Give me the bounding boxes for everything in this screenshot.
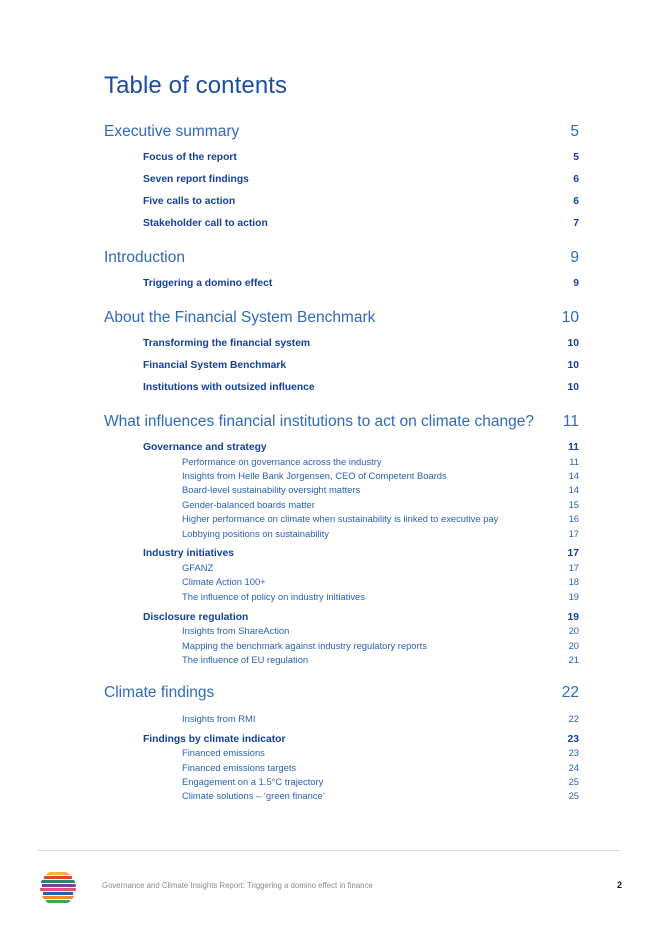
toc-item-title: Disclosure regulation [143, 611, 249, 623]
toc-subitem-page: 25 [568, 790, 579, 802]
toc-section[interactable] [104, 123, 579, 141]
toc-subitem-page: 22 [568, 712, 579, 724]
toc-subitem-page: 17 [568, 561, 579, 573]
toc-item-page: 17 [567, 548, 579, 560]
toc-item-page: 10 [567, 338, 579, 349]
toc-item-page: 23 [567, 733, 579, 745]
toc-subitem[interactable] [182, 576, 579, 587]
toc-subitem[interactable] [182, 762, 579, 773]
toc-item-title: Five calls to action [143, 196, 236, 207]
toc-subitem-title: Insights from RMI [182, 712, 256, 724]
toc-subitem[interactable] [182, 499, 579, 510]
toc-item-page: 9 [573, 278, 579, 289]
toc-subitem[interactable] [182, 456, 579, 467]
toc-subitem-page: 19 [568, 590, 579, 602]
logo-icon [40, 870, 76, 906]
toc-subitem-title: Board-level sustainability oversight matters [182, 484, 361, 496]
toc-section[interactable] [104, 309, 579, 327]
toc-item-page: 10 [567, 382, 579, 393]
toc-subitem-title: Gender-balanced boards matter [182, 498, 315, 510]
footer-text: Governance and Climate Insights Report: Triggering a domino effect in finance [102, 881, 373, 890]
toc-item-page: 5 [573, 152, 579, 163]
toc-item-title: Governance and strategy [143, 442, 267, 453]
toc-section-page: 5 [570, 123, 579, 140]
toc-subitem[interactable] [182, 713, 579, 724]
toc-item-page: 6 [573, 174, 579, 185]
toc-section-page: 9 [570, 249, 579, 266]
toc-section-title: Executive summary [104, 123, 240, 140]
toc-item[interactable] [143, 152, 579, 163]
toc-item-title: Financial System Benchmark [143, 360, 287, 371]
toc-item-title: Transforming the financial system [143, 338, 311, 349]
toc-item-page: 19 [567, 611, 579, 623]
toc-subitem[interactable] [182, 470, 579, 481]
toc-item-title: Focus of the report [143, 152, 237, 163]
toc-item[interactable] [143, 360, 579, 371]
toc-item[interactable] [143, 174, 579, 185]
toc-subitem-page: 25 [568, 776, 579, 787]
toc-section[interactable] [104, 413, 579, 431]
toc-subitem[interactable] [182, 562, 579, 573]
toc-item-title: Findings by climate indicator [143, 733, 286, 745]
toc-subitem-page: 14 [568, 469, 579, 481]
toc-subitem[interactable] [182, 776, 579, 787]
toc-section-page: 22 [561, 683, 579, 701]
toc-section-page: 10 [561, 309, 579, 326]
toc-subitem-title: Engagement on a 1.5°C trajectory [182, 776, 324, 787]
toc-subitem-page: 20 [568, 639, 579, 651]
toc-subitem-title: The influence of EU regulation [182, 653, 309, 665]
toc-subitem-page: 21 [568, 653, 579, 665]
footer-divider [38, 850, 620, 851]
toc-item-title: Industry initiatives [143, 548, 234, 560]
toc-subitem[interactable] [182, 591, 579, 602]
toc-subitem-title: GFANZ [182, 561, 214, 573]
toc-subitem-page: 14 [568, 484, 579, 496]
page-title: Table of contents [104, 72, 288, 100]
toc-subitem-title: Performance on governance across the industry [182, 455, 382, 467]
toc-subitem-page: 17 [568, 527, 579, 539]
toc-item[interactable] [143, 734, 579, 745]
toc-subitem-title: Financed emissions [182, 747, 265, 759]
toc-subitem-title: Insights from Helle Bank Jorgensen, CEO of Competent Boards [182, 469, 447, 481]
toc-subitem[interactable] [182, 790, 579, 801]
toc-subitem-page: 24 [568, 761, 579, 773]
toc-section-title: About the Financial System Benchmark [104, 309, 376, 326]
toc-subitem-page: 15 [568, 498, 579, 510]
toc-item[interactable] [143, 548, 579, 559]
toc-item-page: 6 [573, 196, 579, 207]
toc-subitem-title: Financed emissions targets [182, 761, 297, 773]
toc-subitem[interactable] [182, 625, 579, 636]
toc-subitem-page: 18 [568, 576, 579, 588]
toc-section-title: Climate findings [104, 683, 215, 701]
toc-item-title: Triggering a domino effect [143, 278, 273, 289]
page-number: 2 [616, 880, 622, 890]
toc-item-title: Seven report findings [143, 174, 249, 185]
toc-item-title: Stakeholder call to action [143, 218, 268, 229]
toc-item-page: 7 [573, 218, 579, 229]
toc-item[interactable] [143, 612, 579, 623]
toc-subitem-page: 20 [568, 625, 579, 637]
toc-subitem-page: 16 [568, 513, 579, 525]
toc-subitem[interactable] [182, 513, 579, 524]
striped-globe-logo-graphic [40, 870, 76, 906]
toc-subitem[interactable] [182, 654, 579, 665]
toc-item[interactable] [143, 382, 579, 393]
toc-subitem-title: Climate solutions – ‘green finance’ [182, 790, 325, 802]
toc-subitem-title: Insights from ShareAction [182, 625, 290, 637]
toc-section-title: Introduction [104, 249, 185, 266]
toc-subitem-page: 11 [569, 455, 579, 467]
toc-subitem-page: 23 [568, 747, 579, 759]
toc-subitem[interactable] [182, 640, 579, 651]
toc-section-page: 11 [562, 413, 579, 430]
toc-item-title: Institutions with outsized influence [143, 382, 315, 393]
toc-subitem[interactable] [182, 528, 579, 539]
toc-item-page: 11 [568, 442, 579, 453]
toc-item[interactable] [143, 442, 579, 453]
toc-subitem-title: Higher performance on climate when sustainability is linked to executive pay [182, 513, 499, 525]
toc-item[interactable] [143, 278, 579, 289]
toc-subitem-title: Climate Action 100+ [182, 576, 266, 588]
toc-subitem-title: Lobbying positions on sustainability [182, 527, 329, 539]
toc-item[interactable] [143, 338, 579, 349]
toc-subitem-title: The influence of policy on industry initiatives [182, 590, 365, 602]
toc-section[interactable] [104, 249, 579, 267]
toc-subitem-title: Mapping the benchmark against industry regulatory reports [182, 639, 427, 651]
toc-section-title: What influences financial institutions to act on climate change? [104, 413, 534, 430]
toc-subitem[interactable] [182, 484, 579, 495]
toc-item[interactable] [143, 218, 579, 229]
toc-subitem[interactable] [182, 747, 579, 758]
toc-section[interactable] [104, 684, 579, 702]
toc-item[interactable] [143, 196, 579, 207]
toc-item-page: 10 [567, 360, 579, 371]
